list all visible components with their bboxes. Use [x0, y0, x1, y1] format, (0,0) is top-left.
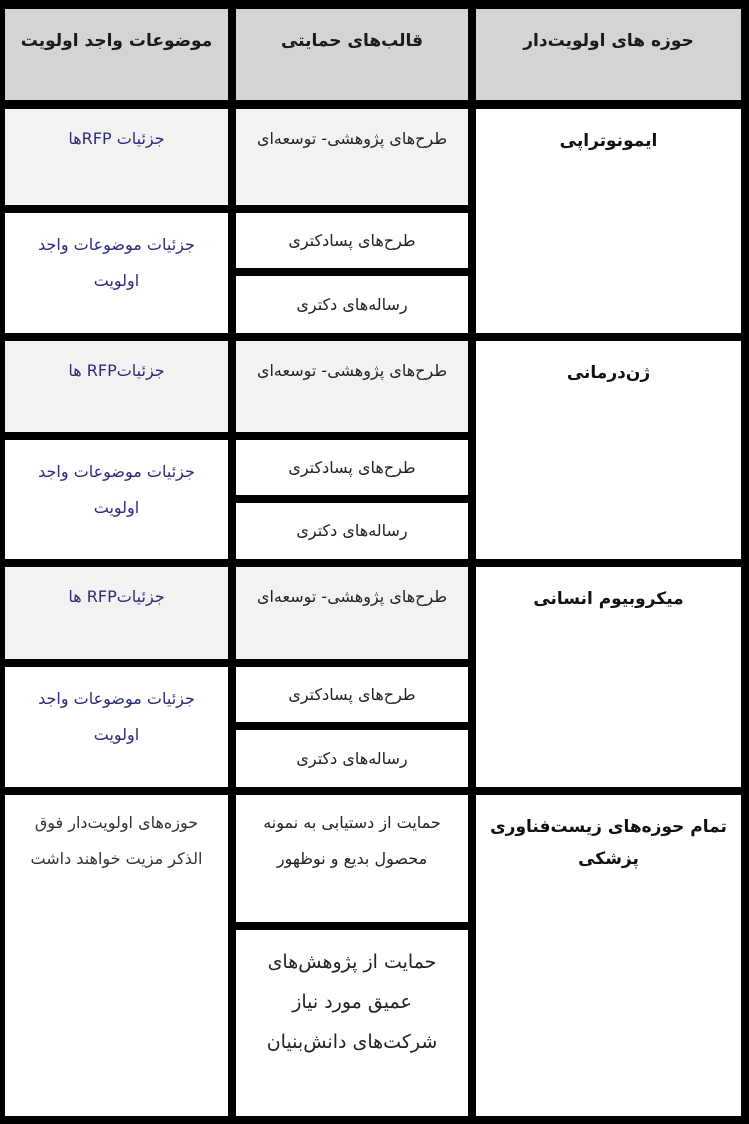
priority-advantage-note: حوزه‌های اولویت‌دار فوق الذکر مزیت خواهند داشت: [5, 795, 228, 1116]
header-format: قالب‌های حمایتی: [236, 9, 468, 100]
header-topics: موضوعات واجد اولویت: [5, 9, 228, 100]
rfp-details-link[interactable]: جزئیات RFPها: [5, 109, 228, 205]
priority-topics-link[interactable]: جزئیات موضوعات واجد اولویت: [5, 213, 228, 333]
rfp-details-link[interactable]: جزئیاتRFP ها: [5, 567, 228, 659]
area-human-microbiome: میکروبیوم انسانی: [476, 567, 741, 787]
area-all-medical-biotech: تمام حوزه‌های زیست‌فناوری پزشکی: [476, 795, 741, 1116]
format-postdoc: طرح‌های پسادکتری: [236, 440, 468, 495]
format-postdoc: طرح‌های پسادکتری: [236, 667, 468, 722]
area-gene-therapy: ژن‌درمانی: [476, 341, 741, 559]
format-postdoc: طرح‌های پسادکتری: [236, 213, 468, 268]
format-rd-projects: طرح‌های پژوهشی- توسعه‌ای: [236, 109, 468, 205]
area-immunotherapy: ایمونوتراپی: [476, 109, 741, 333]
priority-topics-link[interactable]: جزئیات موضوعات واجد اولویت: [5, 440, 228, 559]
format-phd-thesis: رساله‌های دکتری: [236, 730, 468, 787]
format-rd-projects: طرح‌های پژوهشی- توسعه‌ای: [236, 341, 468, 432]
rfp-details-link[interactable]: جزئیاتRFP ها: [5, 341, 228, 432]
format-phd-thesis: رساله‌های دکتری: [236, 503, 468, 559]
header-area: حوزه های اولویت‌دار: [476, 9, 741, 100]
format-rd-projects: طرح‌های پژوهشی- توسعه‌ای: [236, 567, 468, 659]
priority-topics-link[interactable]: جزئیات موضوعات واجد اولویت: [5, 667, 228, 787]
format-phd-thesis: رساله‌های دکتری: [236, 276, 468, 333]
format-novel-product-support: حمایت از دستیابی به نمونه محصول بدیع و نوظهور: [236, 795, 468, 922]
format-deep-research-support: حمایت از پژوهش‌های عمیق مورد نیاز شرکت‌های دانش‌بنیان: [236, 930, 468, 1116]
